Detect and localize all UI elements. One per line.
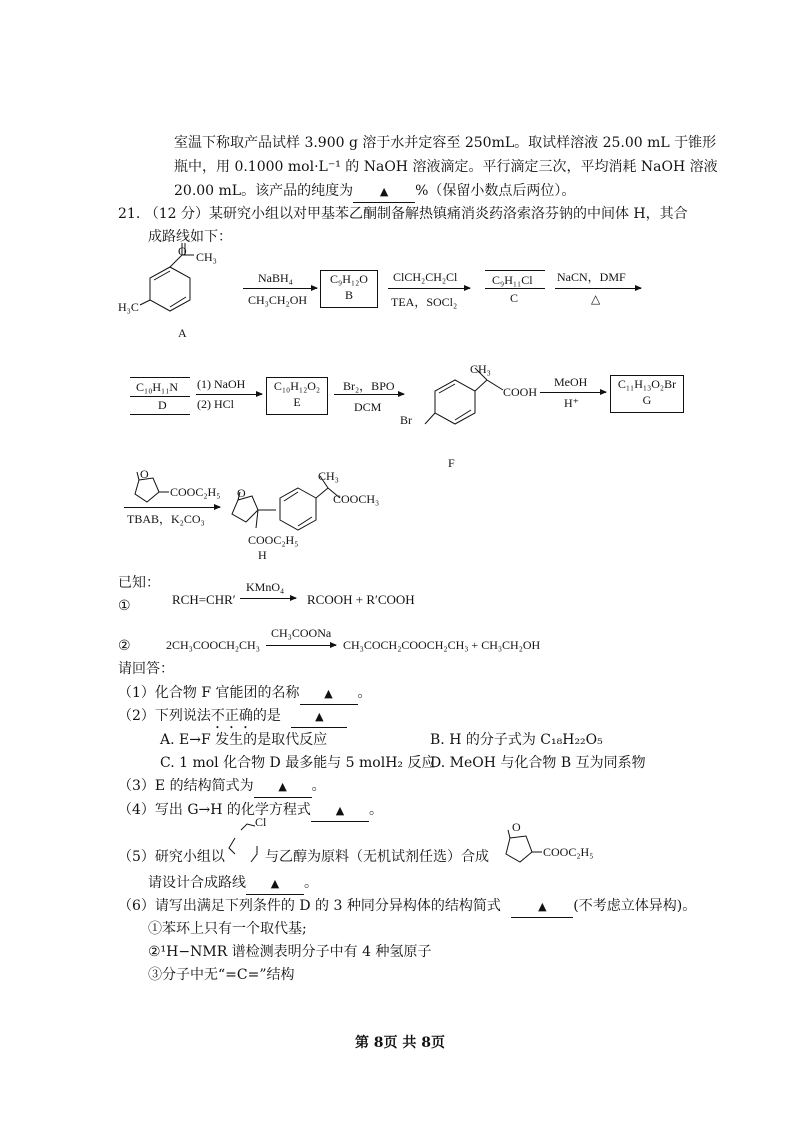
- reagent-ester-group: COOC₂H₅: [170, 485, 221, 499]
- step5-reagent: Br₂，BPO: [343, 379, 395, 393]
- step7-conditions: TBAB，K₂CO₃: [127, 512, 205, 526]
- triangle-icon: ▲: [335, 804, 345, 817]
- question-21-header: 21. （12 分）某研究小组以对甲基苯乙酮制备解热镇痛消炎药洛索洛芬钠的中间体 H，其合: [118, 206, 688, 222]
- question-3: [118, 776, 326, 798]
- question-5-answer-blank[interactable]: [246, 873, 304, 895]
- compound-e-box: [266, 377, 328, 415]
- known-r2-reagent: CH₃COONa: [271, 626, 332, 640]
- question-5-end: 。: [304, 875, 318, 891]
- condition-1: ①苯环上只有一个取代基;: [148, 921, 307, 937]
- compound-c-label: C: [510, 291, 519, 305]
- step5-solvent: DCM: [354, 400, 382, 414]
- question-5-middle: 与乙醇为原料（无机试剂任选）合成: [265, 849, 489, 865]
- option-d: D. MeOH 与化合物 B 互为同系物: [430, 755, 646, 771]
- answer-blank[interactable]: [353, 181, 415, 203]
- step4-acid: (2) HCl: [197, 397, 234, 411]
- reaction-arrow-5: [334, 394, 404, 395]
- reaction-arrow-6: [540, 392, 606, 393]
- option-a: A. E→F 发生的是取代反应: [160, 732, 328, 748]
- question-4-text: （4）写出 G→H 的化学方程式: [118, 802, 311, 818]
- question-4-answer-blank[interactable]: [311, 800, 369, 822]
- question-6-text: （6）请写出满足下列条件的 D 的 3 种同分异构体的结构简式: [118, 898, 501, 914]
- compound-e-label: E: [293, 395, 301, 409]
- option-c: C. 1 mol 化合物 D 最多能与 5 molH₂ 反应: [160, 755, 436, 771]
- step3-reagent: NaCN，DMF: [557, 270, 626, 284]
- molecule-f-label: F: [448, 456, 455, 470]
- question-21-header-2: 成路线如下：: [148, 229, 232, 245]
- compound-d-bottom-line: [130, 414, 190, 415]
- step6-reagent: MeOH: [554, 375, 588, 389]
- triangle-icon: ▲: [538, 900, 547, 913]
- compound-e-formula: C₁₀H₁₂O₂: [273, 379, 321, 393]
- compound-c-top-line: [485, 270, 545, 271]
- triangle-icon: ▲: [270, 877, 280, 890]
- questions-ask: 请回答：: [118, 661, 174, 677]
- molecule-h-ch3: CH₃: [318, 469, 339, 483]
- question-1: [118, 683, 372, 705]
- condition-2: ②¹H−NMR 谱检测表明分子中有 4 种氢原子: [148, 944, 432, 960]
- q5-chlorine: Cl: [255, 815, 267, 829]
- molecule-h-cooch3: COOCH₃: [333, 492, 380, 506]
- q5-target-ester: COOC₂H₅: [543, 845, 594, 859]
- compound-g-label: G: [642, 393, 652, 407]
- compound-c-mid-line: [485, 288, 545, 289]
- molecule-f-ch3: CH₃: [470, 362, 491, 376]
- molecule-a-label: A: [178, 326, 187, 340]
- question-2-emphasis: 不正确: [210, 708, 253, 724]
- question-5-text: （5）研究小组以: [118, 849, 225, 865]
- known-r2-reactant: 2CH₃COOCH₂CH₃: [166, 638, 260, 652]
- question-2-text: （2）下列说法: [118, 708, 211, 724]
- compound-g-box: [610, 375, 684, 413]
- question-6-end: (不考虑立体异构)。: [573, 898, 697, 914]
- condition-3: ③分子中无“=C=”结构: [148, 967, 295, 983]
- known-number-1: ①: [118, 598, 131, 614]
- question-4-end: 。: [368, 802, 383, 818]
- question-1-text: （1）化合物 F 官能团的名称: [118, 685, 300, 701]
- question-3-end: 。: [311, 778, 326, 794]
- molecule-f-cooh: COOH: [503, 385, 538, 399]
- molecule-a-h3c: H₃C: [118, 300, 139, 314]
- question-3-text: （3）E 的结构简式为: [118, 778, 254, 794]
- molecule-h-cooet: COOC₂H₅: [248, 533, 299, 547]
- step2-reagent: ClCH₂CH₂Cl: [393, 270, 458, 284]
- step6-catalyst: H⁺: [564, 396, 579, 410]
- reagent-oxygen: O: [140, 467, 149, 481]
- intro-line-3-text: 20.00 mL。该产品的纯度为: [174, 183, 354, 199]
- compound-d-mid-line: [130, 396, 190, 397]
- molecule-a-oxygen: O: [178, 244, 187, 258]
- molecule-f-structure: [405, 362, 515, 442]
- compound-b-box: [320, 270, 378, 308]
- known-r1-arrow: [240, 598, 296, 599]
- molecule-a-ch3: CH₃: [196, 250, 217, 264]
- reaction-arrow-3: [555, 288, 641, 289]
- question-6: [118, 896, 696, 918]
- intro-line-2: 瓶中，用 0.1000 mol·L⁻¹ 的 NaOH 溶液滴定。平行滴定三次，平均消耗 NaOH 溶液: [174, 159, 718, 175]
- compound-g-formula: C₁₁H₁₃O₂Br: [617, 377, 677, 391]
- known-r2-products: CH₃COCH₂COOCH₂CH₃ + CH₃CH₂OH: [343, 638, 541, 652]
- reaction-arrow-7: [124, 507, 220, 508]
- compound-b-formula: C₉H₁₂O: [330, 272, 368, 286]
- step1-reagent: NaBH₄: [258, 271, 293, 285]
- page-footer: 第 8页 共 8页: [354, 1035, 446, 1051]
- question-2-text-end: 的是: [252, 708, 281, 724]
- option-b: B. H 的分子式为 C₁₈H₂₂O₅: [430, 732, 603, 748]
- compound-d-top-line: [130, 377, 190, 378]
- step2-conditions: TEA，SOCl₂: [391, 295, 458, 309]
- known-title: 已知：: [118, 575, 160, 591]
- intro-line-3: [174, 181, 575, 203]
- question-3-answer-blank[interactable]: [254, 776, 312, 798]
- q5-target-oxygen: O: [512, 820, 521, 834]
- reaction-arrow-1: [243, 288, 317, 289]
- triangle-icon: ▲: [324, 687, 333, 700]
- known-r1-reagent: KMnO₄: [246, 580, 285, 594]
- question-5-line-2-text: 请设计合成路线: [148, 875, 246, 891]
- triangle-icon: ▲: [315, 710, 324, 723]
- molecule-f-br: Br: [400, 413, 412, 427]
- q5-target-structure: [498, 826, 548, 876]
- step3-heat: △: [591, 292, 601, 306]
- compound-d-label: D: [158, 398, 167, 412]
- reaction-arrow-2: [388, 288, 470, 289]
- question-2: [118, 706, 347, 732]
- molecule-h-label: H: [258, 548, 267, 562]
- intro-line-1: 室温下称取产品试样 3.900 g 溶于水并定容至 250mL。取试样溶液 25.00 mL 于锥形: [174, 135, 717, 151]
- question-1-end: 。: [357, 685, 372, 701]
- compound-d-formula: C₁₀H₁₁N: [136, 380, 179, 394]
- known-r1-products: RCOOH + R′COOH: [307, 592, 415, 607]
- known-number-2: ②: [118, 638, 131, 654]
- question-5-line-2: [148, 873, 318, 895]
- known-r1-reactant: RCH=CHR′: [172, 592, 236, 607]
- reaction-arrow-4: [196, 394, 262, 395]
- question-1-answer-blank[interactable]: [300, 683, 358, 705]
- triangle-icon: ▲: [379, 185, 389, 198]
- compound-b-label: B: [344, 288, 353, 302]
- compound-c-formula: C₉H₁₁Cl: [492, 273, 533, 287]
- triangle-icon: ▲: [278, 780, 287, 793]
- step1-solvent: CH₃CH₂OH: [248, 293, 308, 307]
- question-2-answer-blank[interactable]: [291, 706, 347, 728]
- intro-line-3-end: %（保留小数点后两位）。: [415, 183, 576, 199]
- known-r2-arrow: [266, 645, 336, 646]
- molecule-h-oxygen: O: [237, 486, 246, 500]
- question-6-answer-blank[interactable]: [511, 896, 573, 918]
- step4-reagent: (1) NaOH: [197, 377, 246, 391]
- molecule-h-structure: [220, 470, 400, 550]
